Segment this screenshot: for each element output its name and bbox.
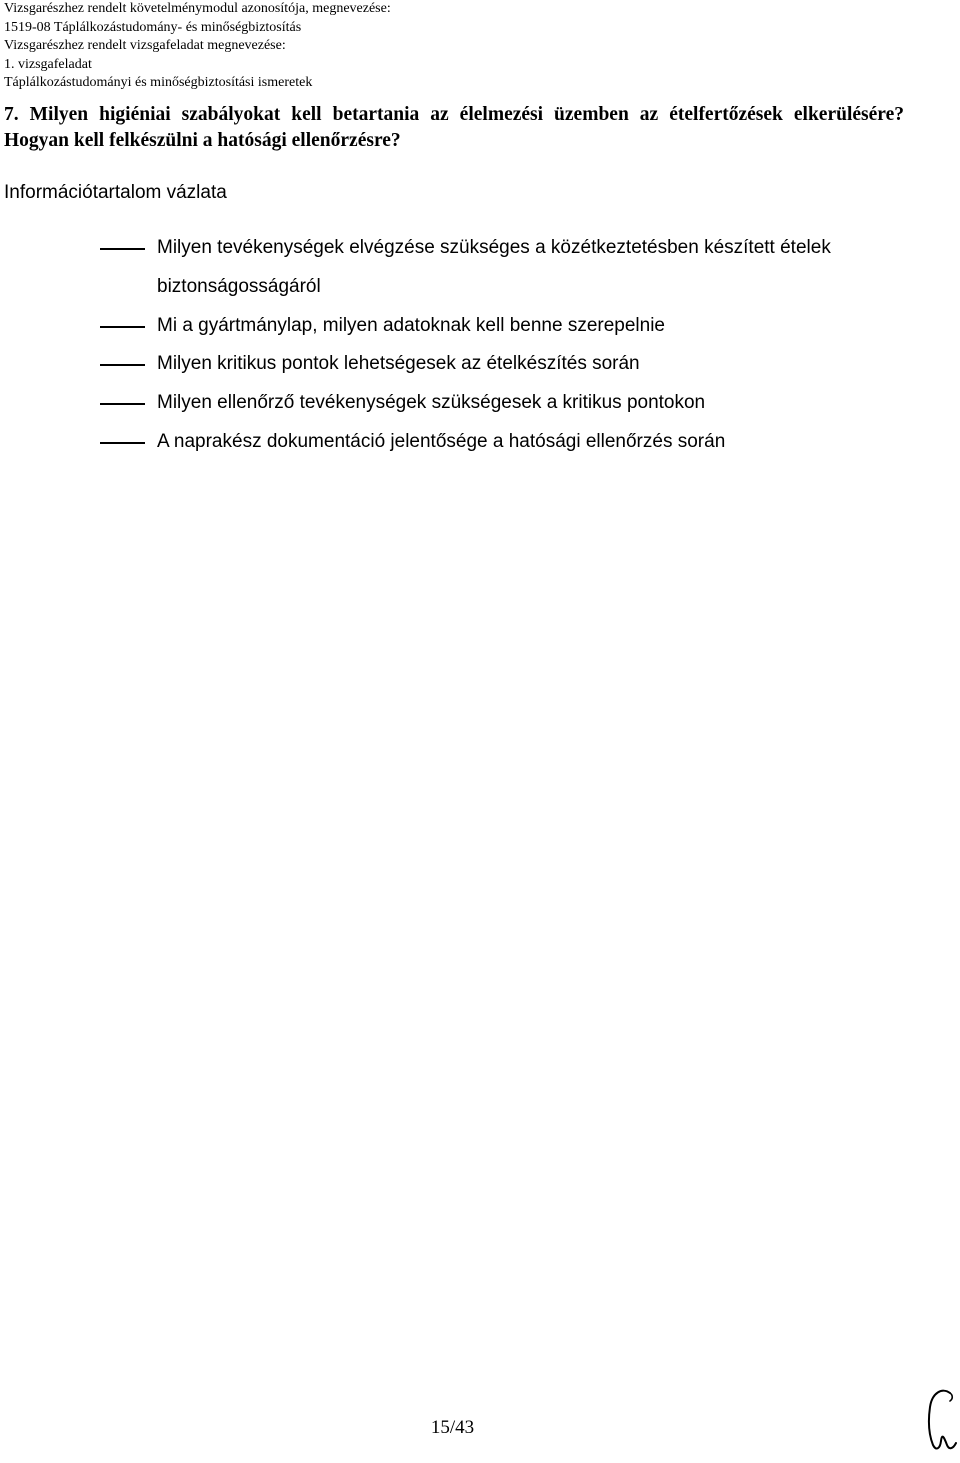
page-number: 15/43 [430,1417,475,1438]
header-task-name: Táplálkozástudományi és minőségbiztosítási ismeretek [4,75,313,90]
document-header [4,0,944,93]
signature-icon [920,1385,960,1455]
outline-list [0,229,960,462]
dash-bullet-icon [100,248,145,250]
dash-bullet-icon [100,326,145,328]
outline-item [0,423,897,462]
question-heading: 7. Milyen higiéniai szabályokat kell betartania az élelmezési üzemben az ételfertőzések elkerülésére? Hogyan kell felkészülni a hatósági ellenőrzésre? [4,104,904,151]
outline-title: Információtartalom vázlata [4,182,227,203]
dash-bullet-icon [100,442,145,444]
outline-item-text: Mi a gyártmánylap, milyen adatoknak kell benne szerepelnie [157,314,665,336]
outline-item [0,384,897,423]
outline-item-text: Milyen tevékenységek elvégzése szükséges a közétkeztetésben készített ételek biztonságosságáról [157,237,831,297]
header-task-number: 1. vizsgafeladat [4,56,92,72]
dash-bullet-icon [100,403,145,405]
outline-item [0,345,897,384]
outline-item [0,307,897,346]
header-task-label: Vizsgarészhez rendelt vizsgafeladat megnevezése: [4,38,286,53]
outline-item-text: A naprakész dokumentáció jelentősége a hatósági ellenőrzés során [157,430,726,452]
header-module-name: 1519-08 Táplálkozástudomány- és minőségbiztosítás [4,19,302,35]
outline-item-text: Milyen ellenőrző tevékenységek szükségesek a kritikus pontokon [157,392,706,414]
outline-item-text: Milyen kritikus pontok lehetségesek az ételkészítés során [157,353,640,375]
outline-item [0,229,897,307]
dash-bullet-icon [100,364,145,366]
header-module-label: Vizsgarészhez rendelt követelménymodul azonosítója, megnevezése: [4,1,391,16]
